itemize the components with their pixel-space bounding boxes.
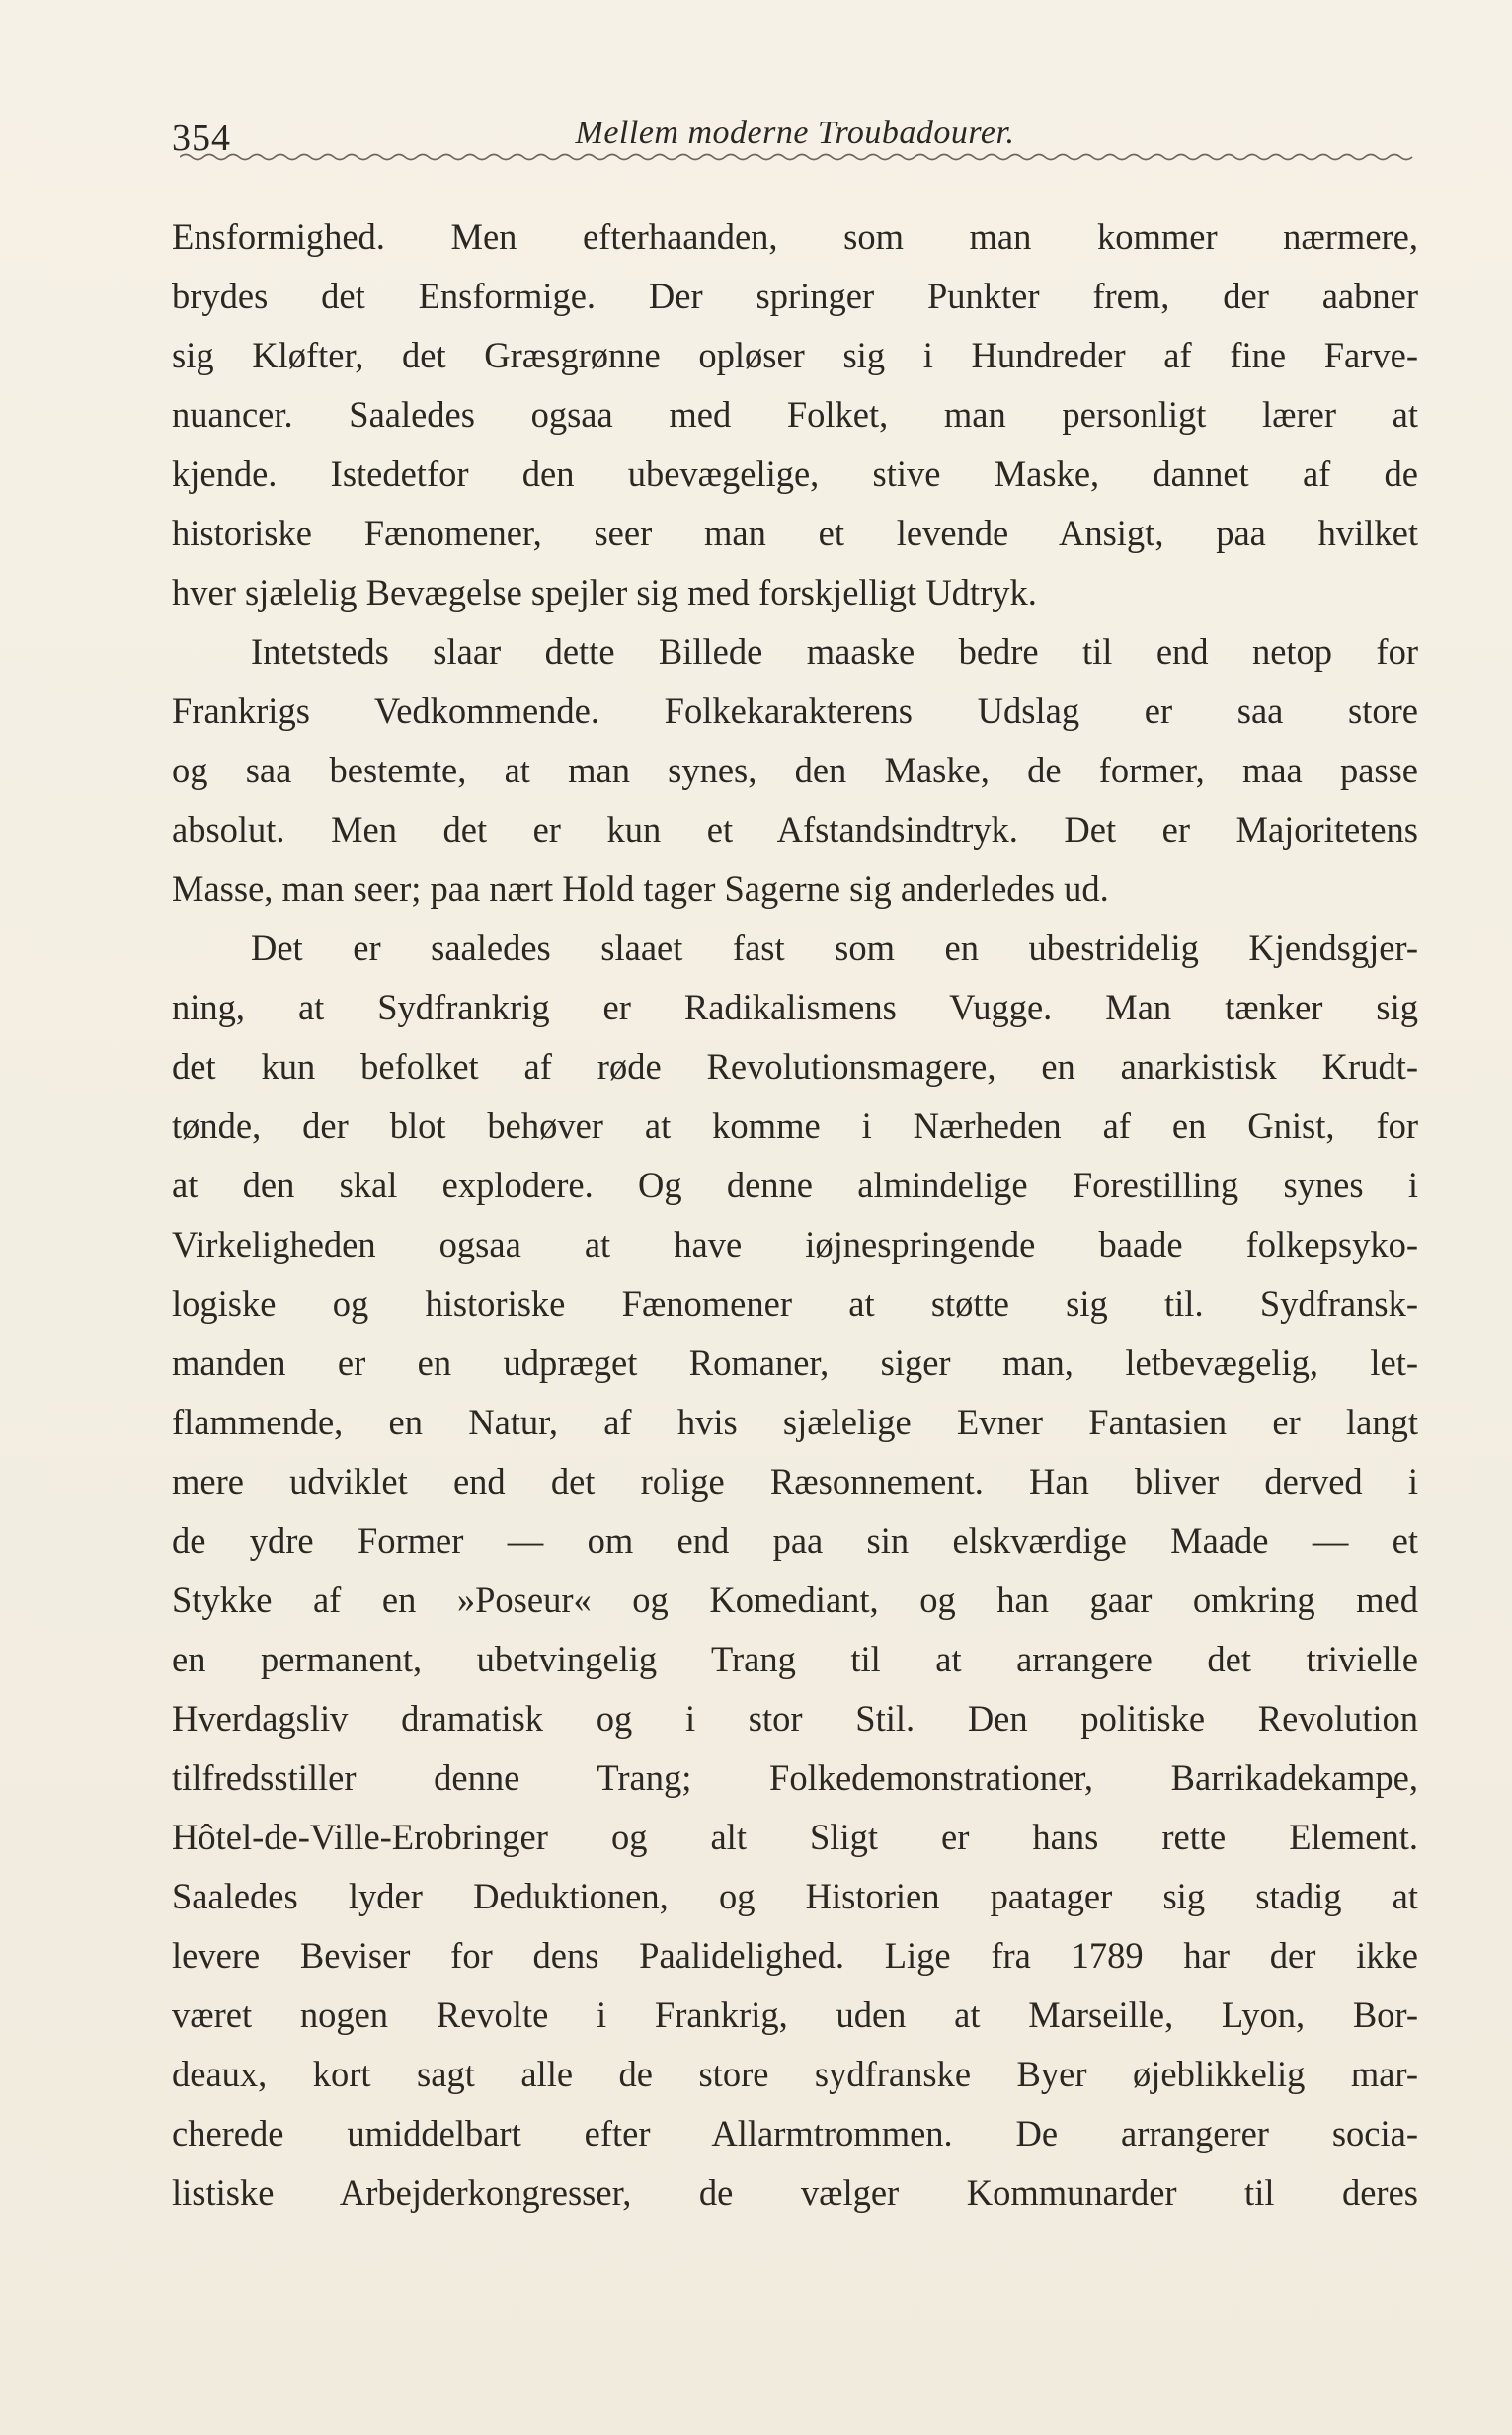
text-line: brydes det Ensformige. Der springer Punkter frem, der aabner [172, 276, 1418, 316]
text-line: tønde, der blot behøver at komme i Nærheden af en Gnist, for [172, 1105, 1418, 1146]
text-line: Virkeligheden ogsaa at have iøjnespringende baade folkepsyko- [172, 1224, 1418, 1264]
text-line: Stykke af en »Poseur« og Komediant, og han gaar omkring med [172, 1580, 1418, 1620]
text-line: logiske og historiske Fænomener at støtte sig til. Sydfransk- [172, 1283, 1418, 1324]
text-line: levere Beviser for dens Paalidelighed. Lige fra 1789 har der ikke [172, 1935, 1418, 1976]
text-line: Saaledes lyder Deduktionen, og Historien paatager sig stadig at [172, 1876, 1418, 1916]
text-line: cherede umiddelbart efter Allarmtrommen. De arrangerer socia- [172, 2113, 1418, 2153]
text-line: absolut. Men det er kun et Afstandsindtryk. Det er Majoritetens [172, 809, 1418, 850]
text-line: nuancer. Saaledes ogsaa med Folket, man personligt lærer at [172, 394, 1418, 435]
text-line: Hverdagsliv dramatisk og i stor Stil. Den politiske Revolution [172, 1698, 1418, 1739]
text-line: det kun befolket af røde Revolutionsmagere, en anarkistisk Krudt- [172, 1046, 1418, 1087]
text-line: at den skal explodere. Og denne almindelige Forestilling synes i [172, 1165, 1418, 1205]
text-line: Det er saaledes slaaet fast som en ubestridelig Kjendsgjer- [251, 928, 1418, 968]
text-line: tilfredsstiller denne Trang; Folkedemonstrationer, Barrikadekampe, [172, 1757, 1418, 1798]
text-line: Ensformighed. Men efterhaanden, som man kommer nærmere, [172, 216, 1418, 257]
text-line: de ydre Former — om end paa sin elskværdige Maade — et [172, 1520, 1418, 1561]
text-line: hver sjælelig Bevægelse spejler sig med forskjelligt Udtryk. [172, 572, 1037, 612]
text-line: manden er en udpræget Romaner, siger man, letbevægelig, let- [172, 1342, 1418, 1383]
text-line: deaux, kort sagt alle de store sydfranske Byer øjeblikkelig mar- [172, 2054, 1418, 2094]
text-line: Masse, man seer; paa nært Hold tager Sagerne sig anderledes ud. [172, 868, 1109, 909]
text-line: mere udviklet end det rolige Ræsonnement. Han bliver derved i [172, 1461, 1418, 1502]
page-number: 354 [172, 118, 231, 159]
text-line: Intetsteds slaar dette Billede maaske bedre til end netop for [251, 631, 1418, 672]
text-line: sig Kløfter, det Græsgrønne opløser sig i Hundreder af fine Farve- [172, 335, 1418, 375]
running-title: Mellem moderne Troubadourer. [575, 115, 1015, 151]
decorative-rule [180, 150, 1418, 162]
text-line: Hôtel-de-Ville-Erobringer og alt Sligt er hans rette Element. [172, 1817, 1418, 1857]
text-line: flammende, en Natur, af hvis sjælelige Evner Fantasien er langt [172, 1402, 1418, 1442]
text-line: kjende. Istedetfor den ubevægelige, stive Maske, dannet af de [172, 453, 1418, 494]
text-line: Frankrigs Vedkommende. Folkekarakterens Udslag er saa store [172, 690, 1418, 731]
text-line: ning, at Sydfrankrig er Radikalismens Vugge. Man tænker sig [172, 987, 1418, 1027]
text-line: været nogen Revolte i Frankrig, uden at Marseille, Lyon, Bor- [172, 1994, 1418, 2035]
body-text [172, 207, 1418, 2223]
text-line: en permanent, ubetvingelig Trang til at arrangere det trivielle [172, 1639, 1418, 1679]
text-line: listiske Arbejderkongresser, de vælger Kommunarder til deres [172, 2172, 1418, 2213]
text-line: historiske Fænomener, seer man et levende Ansigt, paa hvilket [172, 513, 1418, 553]
text-line: og saa bestemte, at man synes, den Maske, de former, maa passe [172, 750, 1418, 790]
